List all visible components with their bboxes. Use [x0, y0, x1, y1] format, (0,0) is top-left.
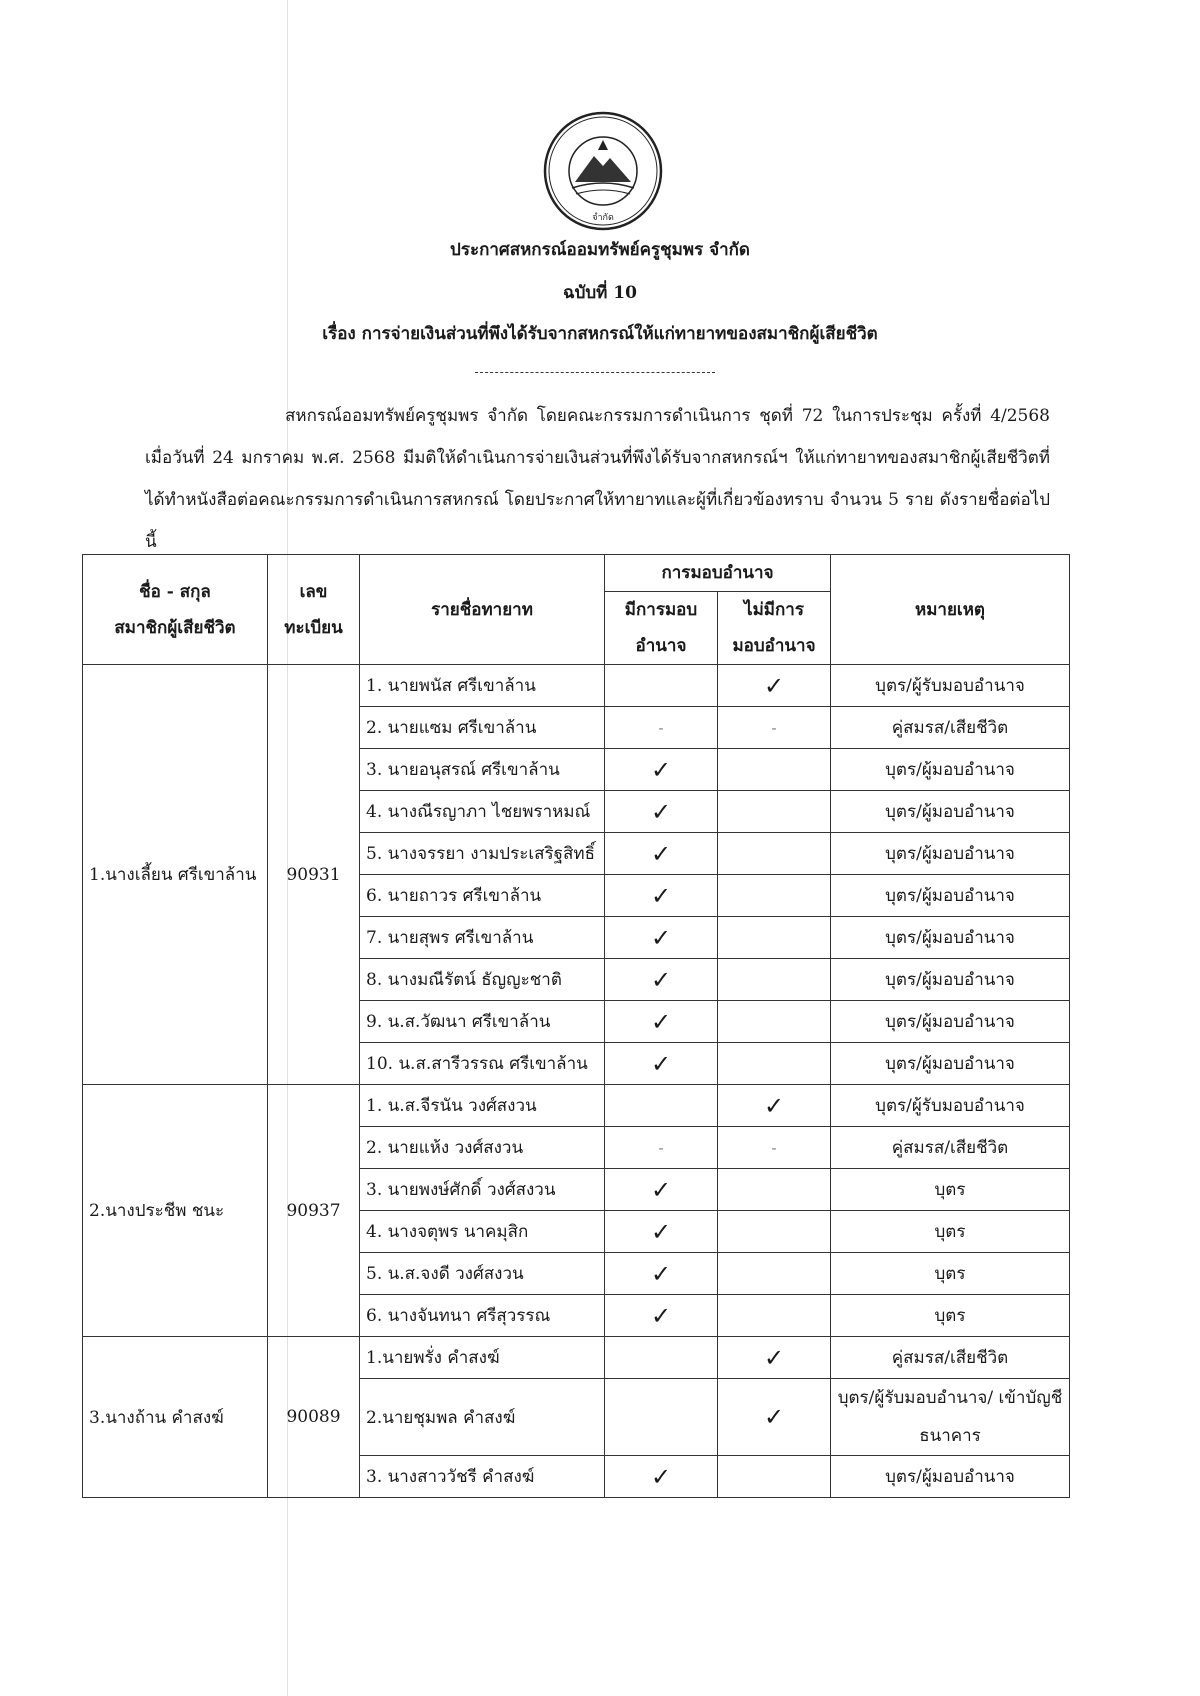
without-authorization-mark — [718, 1295, 831, 1337]
heir-note: บุตร — [831, 1211, 1070, 1253]
heir-note: บุตร — [831, 1253, 1070, 1295]
heir-note: บุตร/ผู้รับมอบอำนาจ — [831, 1085, 1070, 1127]
without-authorization-mark — [718, 1253, 831, 1295]
with-authorization-mark: ✓ — [605, 917, 718, 959]
with-authorization-mark: ✓ — [605, 1001, 718, 1043]
with-authorization-mark — [605, 665, 718, 707]
heir-note: บุตร — [831, 1169, 1070, 1211]
heir-note: บุตร/ผู้มอบอำนาจ — [831, 917, 1070, 959]
heir-note: บุตร/ผู้มอบอำนาจ — [831, 833, 1070, 875]
without-authorization-mark — [718, 1456, 831, 1498]
without-authorization-mark — [718, 1001, 831, 1043]
with-authorization-mark — [605, 1085, 718, 1127]
deceased-member-name: 3.นางถ้าน คำสงฆ์ — [83, 1337, 268, 1498]
heir-note: คู่สมรส/เสียชีวิต — [831, 1127, 1070, 1169]
header-registration — [268, 555, 360, 665]
heir-name: 1. นายพนัส ศรีเขาล้าน — [360, 665, 605, 707]
heir-note: บุตร/ผู้มอบอำนาจ — [831, 1456, 1070, 1498]
without-authorization-mark — [718, 917, 831, 959]
without-authorization-mark — [718, 1169, 831, 1211]
heir-note: บุตร/ผู้มอบอำนาจ — [831, 1001, 1070, 1043]
registration-number: 90089 — [268, 1337, 360, 1498]
registration-number: 90937 — [268, 1085, 360, 1337]
header-without-authorization-line2: มอบอำนาจ — [732, 636, 816, 656]
with-authorization-mark: ✓ — [605, 1253, 718, 1295]
heir-name: 6. นางจันทนา ศรีสุวรรณ — [360, 1295, 605, 1337]
heir-note: บุตร/ผู้มอบอำนาจ — [831, 875, 1070, 917]
heir-name: 10. น.ส.สารีวรรณ ศรีเขาล้าน — [360, 1043, 605, 1085]
without-authorization-mark: - — [718, 1127, 831, 1169]
without-authorization-mark: ✓ — [718, 665, 831, 707]
dashed-divider — [475, 372, 715, 373]
with-authorization-mark — [605, 1379, 718, 1456]
with-authorization-mark: ✓ — [605, 1211, 718, 1253]
with-authorization-mark: ✓ — [605, 833, 718, 875]
heir-name: 8. นางมณีรัตน์ ธัญญะชาติ — [360, 959, 605, 1001]
header-with-authorization-line2: อำนาจ — [635, 636, 687, 656]
heir-note: บุตร/ผู้รับมอบอำนาจ/ เข้าบัญชีธนาคาร — [831, 1379, 1070, 1456]
deceased-member-name: 2.นางประชีพ ชนะ — [83, 1085, 268, 1337]
announcement-title: ประกาศสหกรณ์ออมทรัพย์ครูชุมพร จำกัด — [450, 240, 750, 260]
with-authorization-mark: - — [605, 1127, 718, 1169]
heir-note: บุตร/ผู้รับมอบอำนาจ — [831, 665, 1070, 707]
heir-name: 3. นายพงษ์ศักดิ์ วงศ์สงวน — [360, 1169, 605, 1211]
with-authorization-mark: - — [605, 707, 718, 749]
table-row — [83, 665, 1070, 707]
heir-name: 9. น.ส.วัฒนา ศรีเขาล้าน — [360, 1001, 605, 1043]
header-with-authorization-line1: มีการมอบ — [624, 600, 698, 620]
heir-name: 4. นางณีรญาภา ไชยพราหมณ์ — [360, 791, 605, 833]
with-authorization-mark: ✓ — [605, 1043, 718, 1085]
header-member-name — [83, 555, 268, 665]
with-authorization-mark: ✓ — [605, 875, 718, 917]
heir-name: 2. นายแห้ง วงศ์สงวน — [360, 1127, 605, 1169]
announcement-paragraph — [145, 395, 1050, 563]
cooperative-seal-logo — [542, 110, 664, 232]
header-registration-line2: ทะเบียน — [284, 617, 343, 638]
heir-name: 2.นายชุมพล คำสงฆ์ — [360, 1379, 605, 1456]
table-row — [83, 1337, 1070, 1379]
with-authorization-mark: ✓ — [605, 1456, 718, 1498]
heir-note: บุตร/ผู้มอบอำนาจ — [831, 959, 1070, 1001]
without-authorization-mark — [718, 791, 831, 833]
without-authorization-mark — [718, 1211, 831, 1253]
heir-note: บุตร/ผู้มอบอำนาจ — [831, 1043, 1070, 1085]
table-row — [83, 1085, 1070, 1127]
heir-name: 1. น.ส.จีรนัน วงศ์สงวน — [360, 1085, 605, 1127]
header-with-authorization — [605, 592, 718, 665]
with-authorization-mark — [605, 1337, 718, 1379]
with-authorization-mark: ✓ — [605, 749, 718, 791]
issue-number: ฉบับที่ 10 — [563, 283, 637, 303]
svg-text:จำกัด: จำกัด — [592, 213, 614, 223]
without-authorization-mark: ✓ — [718, 1085, 831, 1127]
registration-number: 90931 — [268, 665, 360, 1085]
heir-name: 7. นายสุพร ศรีเขาล้าน — [360, 917, 605, 959]
heir-name: 5. นางจรรยา งามประเสริฐสิทธิ์ — [360, 833, 605, 875]
header-member-name-line1: ชื่อ - สกุล — [139, 581, 211, 602]
without-authorization-mark — [718, 749, 831, 791]
with-authorization-mark: ✓ — [605, 1295, 718, 1337]
heir-name: 1.นายพรั่ง คำสงฆ์ — [360, 1337, 605, 1379]
without-authorization-mark — [718, 875, 831, 917]
header-note: หมายเหตุ — [831, 555, 1070, 665]
subject-line: เรื่อง การจ่ายเงินส่วนที่พึงได้รับจากสหกรณ์ให้แก่ทายาทของสมาชิกผู้เสียชีวิต — [322, 324, 878, 344]
without-authorization-mark: - — [718, 707, 831, 749]
with-authorization-mark: ✓ — [605, 959, 718, 1001]
heir-name: 3. นางสาววัชรี คำสงฆ์ — [360, 1456, 605, 1498]
paragraph-text: สหกรณ์ออมทรัพย์ครูชุมพร จำกัด โดยคณะกรรมการดำเนินการ ชุดที่ 72 ในการประชุม ครั้งที่ 4/2568 เมื่อวันที่ 24 มกราคม พ.ศ. 2568 มีมติให้ดำเนินการจ่ายเงินส่วนที่พึงได้รับจากสหกรณ์ฯ ให้แก่ทายาทของสมาชิกผู้เสียชีวิตที่ได้ทำหนังสือต่อคณะกรรมการดำเนินการสหกรณ์ โดยประกาศให้ทายาทและผู้ที่เกี่ยวข้องทราบ จำนวน 5 ราย ดังรายชื่อต่อไปนี้ — [145, 406, 1050, 552]
header-registration-line1: เลข — [299, 581, 328, 602]
without-authorization-mark — [718, 1043, 831, 1085]
heir-note: บุตร/ผู้มอบอำนาจ — [831, 749, 1070, 791]
heir-name: 3. นายอนุสรณ์ ศรีเขาล้าน — [360, 749, 605, 791]
heir-note: บุตร/ผู้มอบอำนาจ — [831, 791, 1070, 833]
with-authorization-mark: ✓ — [605, 791, 718, 833]
heir-name: 4. นางจตุพร นาคมุสิก — [360, 1211, 605, 1253]
deceased-member-name: 1.นางเลี้ยน ศรีเขาล้าน — [83, 665, 268, 1085]
without-authorization-mark — [718, 959, 831, 1001]
header-heirs: รายชื่อทายาท — [360, 555, 605, 665]
heir-note: บุตร — [831, 1295, 1070, 1337]
without-authorization-mark: ✓ — [718, 1337, 831, 1379]
without-authorization-mark — [718, 833, 831, 875]
header-authorization: การมอบอำนาจ — [605, 555, 831, 592]
header-without-authorization — [718, 592, 831, 665]
heir-note: คู่สมรส/เสียชีวิต — [831, 1337, 1070, 1379]
heir-note: คู่สมรส/เสียชีวิต — [831, 707, 1070, 749]
header-member-name-line2: สมาชิกผู้เสียชีวิต — [114, 617, 236, 638]
header-without-authorization-line1: ไม่มีการ — [744, 600, 804, 620]
heirs-table — [82, 554, 1070, 1498]
heir-name: 6. นายถาวร ศรีเขาล้าน — [360, 875, 605, 917]
heir-name: 5. น.ส.จงดี วงศ์สงวน — [360, 1253, 605, 1295]
without-authorization-mark: ✓ — [718, 1379, 831, 1456]
with-authorization-mark: ✓ — [605, 1169, 718, 1211]
heir-name: 2. นายแซม ศรีเขาล้าน — [360, 707, 605, 749]
